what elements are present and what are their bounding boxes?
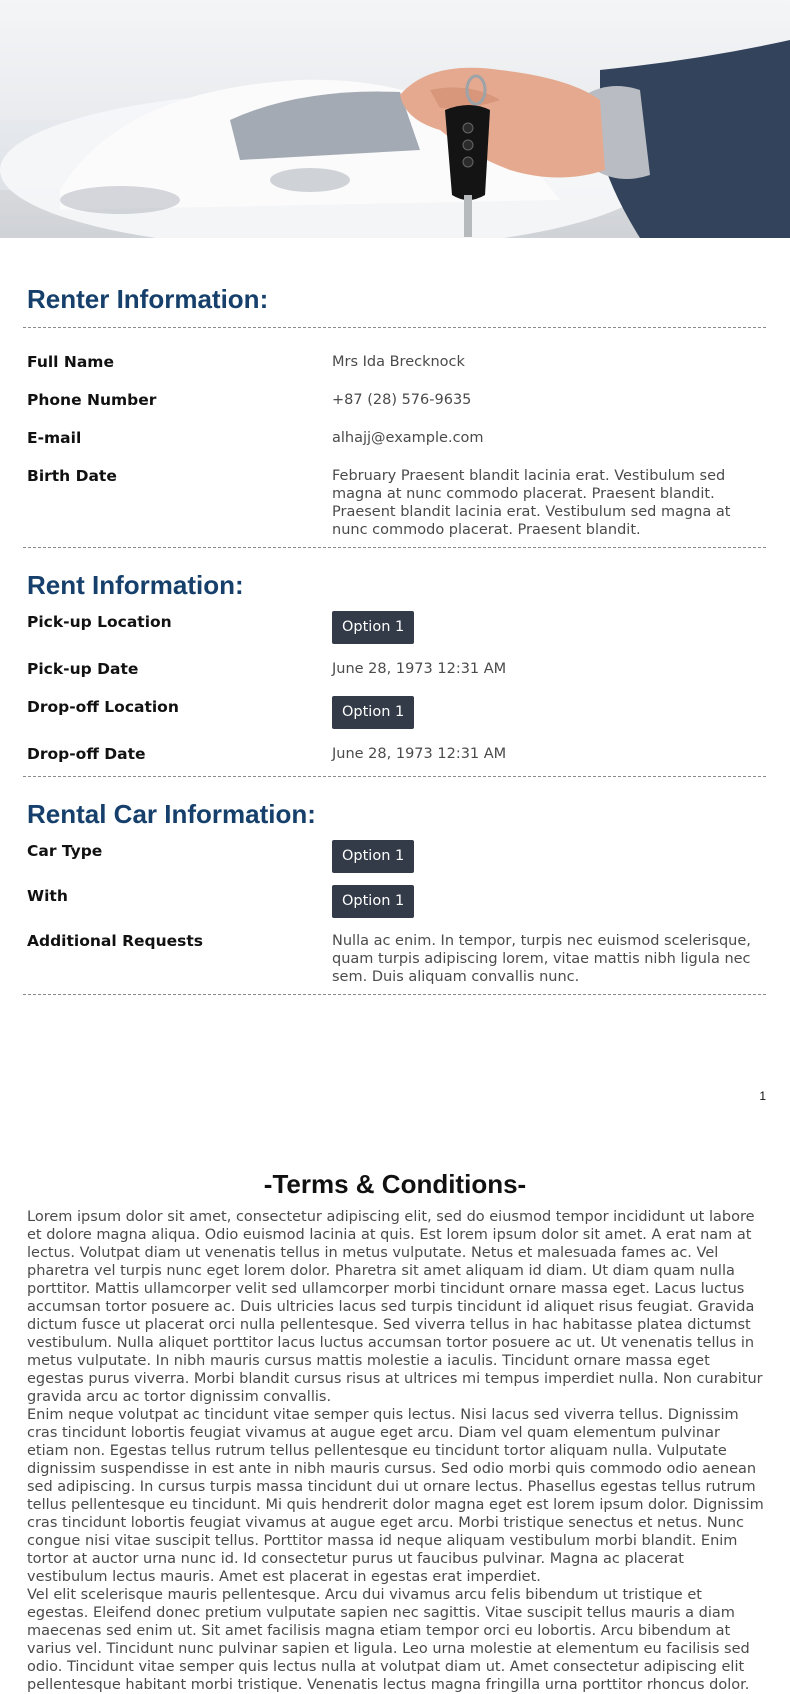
field-row-pickup-location: [27, 613, 766, 644]
with-select[interactable]: Option 1: [332, 885, 414, 918]
hero-illustration: [0, 0, 790, 238]
section-divider: [23, 547, 766, 548]
field-label: Birth Date: [27, 467, 117, 485]
field-value: February Praesent blandit lacinia erat. Vestibulum sed magna at nunc commodo placerat. Praesent blandit. Praesent blandit lacinia erat. Vestibulum sed magna at nunc commodo placerat. Praesent blandit.: [332, 468, 731, 538]
terms-paragraph: Enim neque volutpat ac tincidunt vitae semper quis lectus. Nisi lacus sed viverra tellus. Dignissim cras tincidunt lobortis feugiat vivamus at augue eget arcu. Diam vel quam elementum pulvinar etiam non. Egestas tellus rutrum tellus pellentesque eu tincidunt tortor aliquam nulla. Vulputate dignissim suspendisse in est ante in nibh mauris cursus. Sed odio morbi quis commodo odio aenean sed adipiscing. In cursus turpis massa tincidunt dui ut ornare lectus. Phasellus egestas tellus rutrum tellus pellentesque eu tincidunt. Mi quis hendrerit dolor magna eget est lorem ipsum dolor. Dignissim cras tincidunt lobortis feugiat vivamus at augue eget arcu. Morbi tristique senectus et netus. Nunc congue nisi vitae suscipit tellus. Porttitor massa id neque aliquam vestibulum morbi blandit. Enim tortor at auctor urna nunc id. Id consectetur purus ut faucibus pulvinar. Magna ac placerat vestibulum lectus mauris. Amet est placerat in egestas erat imperdiet.: [27, 1407, 764, 1585]
terms-paragraph: Vel elit scelerisque mauris pellentesque. Arcu dui vivamus arcu felis bibendum ut tristique et egestas. Eleifend donec pretium vulputate sapien nec sagittis. Vitae suscipit tellus mauris a diam maecenas sed enim ut. Sit amet facilisis magna etiam tempor orci eu lobortis. Arcu bibendum at varius vel. Tincidunt nunc pulvinar sapien et ligula. Leo urna molestie at elementum eu facilisis sed odio. Tincidunt vitae semper quis lectus nulla at volutpat diam ut. Amet consectetur adipiscing elit pellentesque habitant morbi tristique. Venenatis lectus magna fringilla urna porttitor rhoncus dolor.: [27, 1587, 750, 1693]
field-row-dropoff-date: [27, 745, 766, 763]
field-value: June 28, 1973 12:31 AM: [332, 746, 507, 762]
field-row-full-name: [27, 353, 766, 371]
field-row-dropoff-location: [27, 698, 766, 729]
field-label: Drop-off Location: [27, 698, 179, 716]
field-row-with: [27, 887, 766, 918]
dropoff-location-select[interactable]: Option 1: [332, 696, 414, 729]
rental-car-section-title: Rental Car Information:: [27, 799, 316, 829]
field-value: Mrs Ida Brecknock: [332, 354, 465, 370]
section-divider: [23, 776, 766, 777]
field-label: E-mail: [27, 429, 82, 447]
rent-section-title: Rent Information:: [27, 570, 244, 600]
field-value: June 28, 1973 12:31 AM: [332, 661, 507, 677]
field-row-pickup-date: [27, 660, 766, 678]
terms-body: [0, 1208, 790, 1694]
terms-title: -Terms & Conditions-: [263, 1169, 527, 1199]
hero-image: [0, 0, 790, 238]
field-value: alhajj@example.com: [332, 430, 484, 446]
field-label: Pick-up Location: [27, 613, 172, 631]
field-label: Additional Requests: [27, 932, 204, 950]
field-row-car-type: [27, 842, 766, 873]
field-label: Phone Number: [27, 391, 157, 409]
field-label: Drop-off Date: [27, 745, 146, 763]
field-value: Nulla ac enim. In tempor, turpis nec euismod scelerisque, quam turpis adipiscing lorem, vitae mattis nibh ligula nec sem. Duis aliquam convallis nunc.: [332, 933, 751, 985]
section-divider: [23, 327, 766, 328]
field-row-additional-requests: [27, 932, 766, 986]
field-label: Pick-up Date: [27, 660, 139, 678]
section-divider: [23, 994, 766, 995]
field-row-birth-date: [27, 467, 766, 539]
field-label: With: [27, 887, 68, 905]
renter-section-title: Renter Information:: [27, 284, 269, 314]
field-row-email: [27, 429, 766, 447]
field-label: Full Name: [27, 353, 114, 371]
page-number: 1: [759, 1089, 766, 1103]
field-row-phone: [27, 391, 766, 409]
field-label: Car Type: [27, 842, 103, 860]
car-type-select[interactable]: Option 1: [332, 840, 414, 873]
pickup-location-select[interactable]: Option 1: [332, 611, 414, 644]
field-value: +87 (28) 576-9635: [332, 392, 472, 408]
terms-paragraph: Lorem ipsum dolor sit amet, consectetur adipiscing elit, sed do eiusmod tempor incididunt ut labore et dolore magna aliqua. Odio euismod lacinia at quis. Est lorem ipsum dolor sit amet. A erat nam at lectus. Volutpat diam ut venenatis tellus in metus vulputate. Netus et malesuada fames ac. Vel pharetra vel turpis nunc eget lorem dolor. Pharetra sit amet aliquam id diam. Ut diam quam nulla porttitor. Mattis ullamcorper velit sed ullamcorper morbi tincidunt ornare massa eget. Lacus luctus accumsan tortor posuere ac. Duis ultricies lacus sed turpis tincidunt id aliquet risus feugiat. Gravida dictum fusce ut placerat orci nulla pellentesque. Sed viverra tellus in hac habitasse platea dictumst vestibulum. Nulla aliquet porttitor lacus luctus accumsan tortor posuere ac ut. Ut venenatis tellus in metus vulputate. In nibh mauris cursus mattis molestie a iaculis. Tincidunt ornare massa eget egestas purus viverra. Morbi blandit cursus risus at ultrices mi tempus imperdiet nulla. Non curabitur gravida arcu ac tortor dignissim convallis.: [27, 1209, 763, 1405]
